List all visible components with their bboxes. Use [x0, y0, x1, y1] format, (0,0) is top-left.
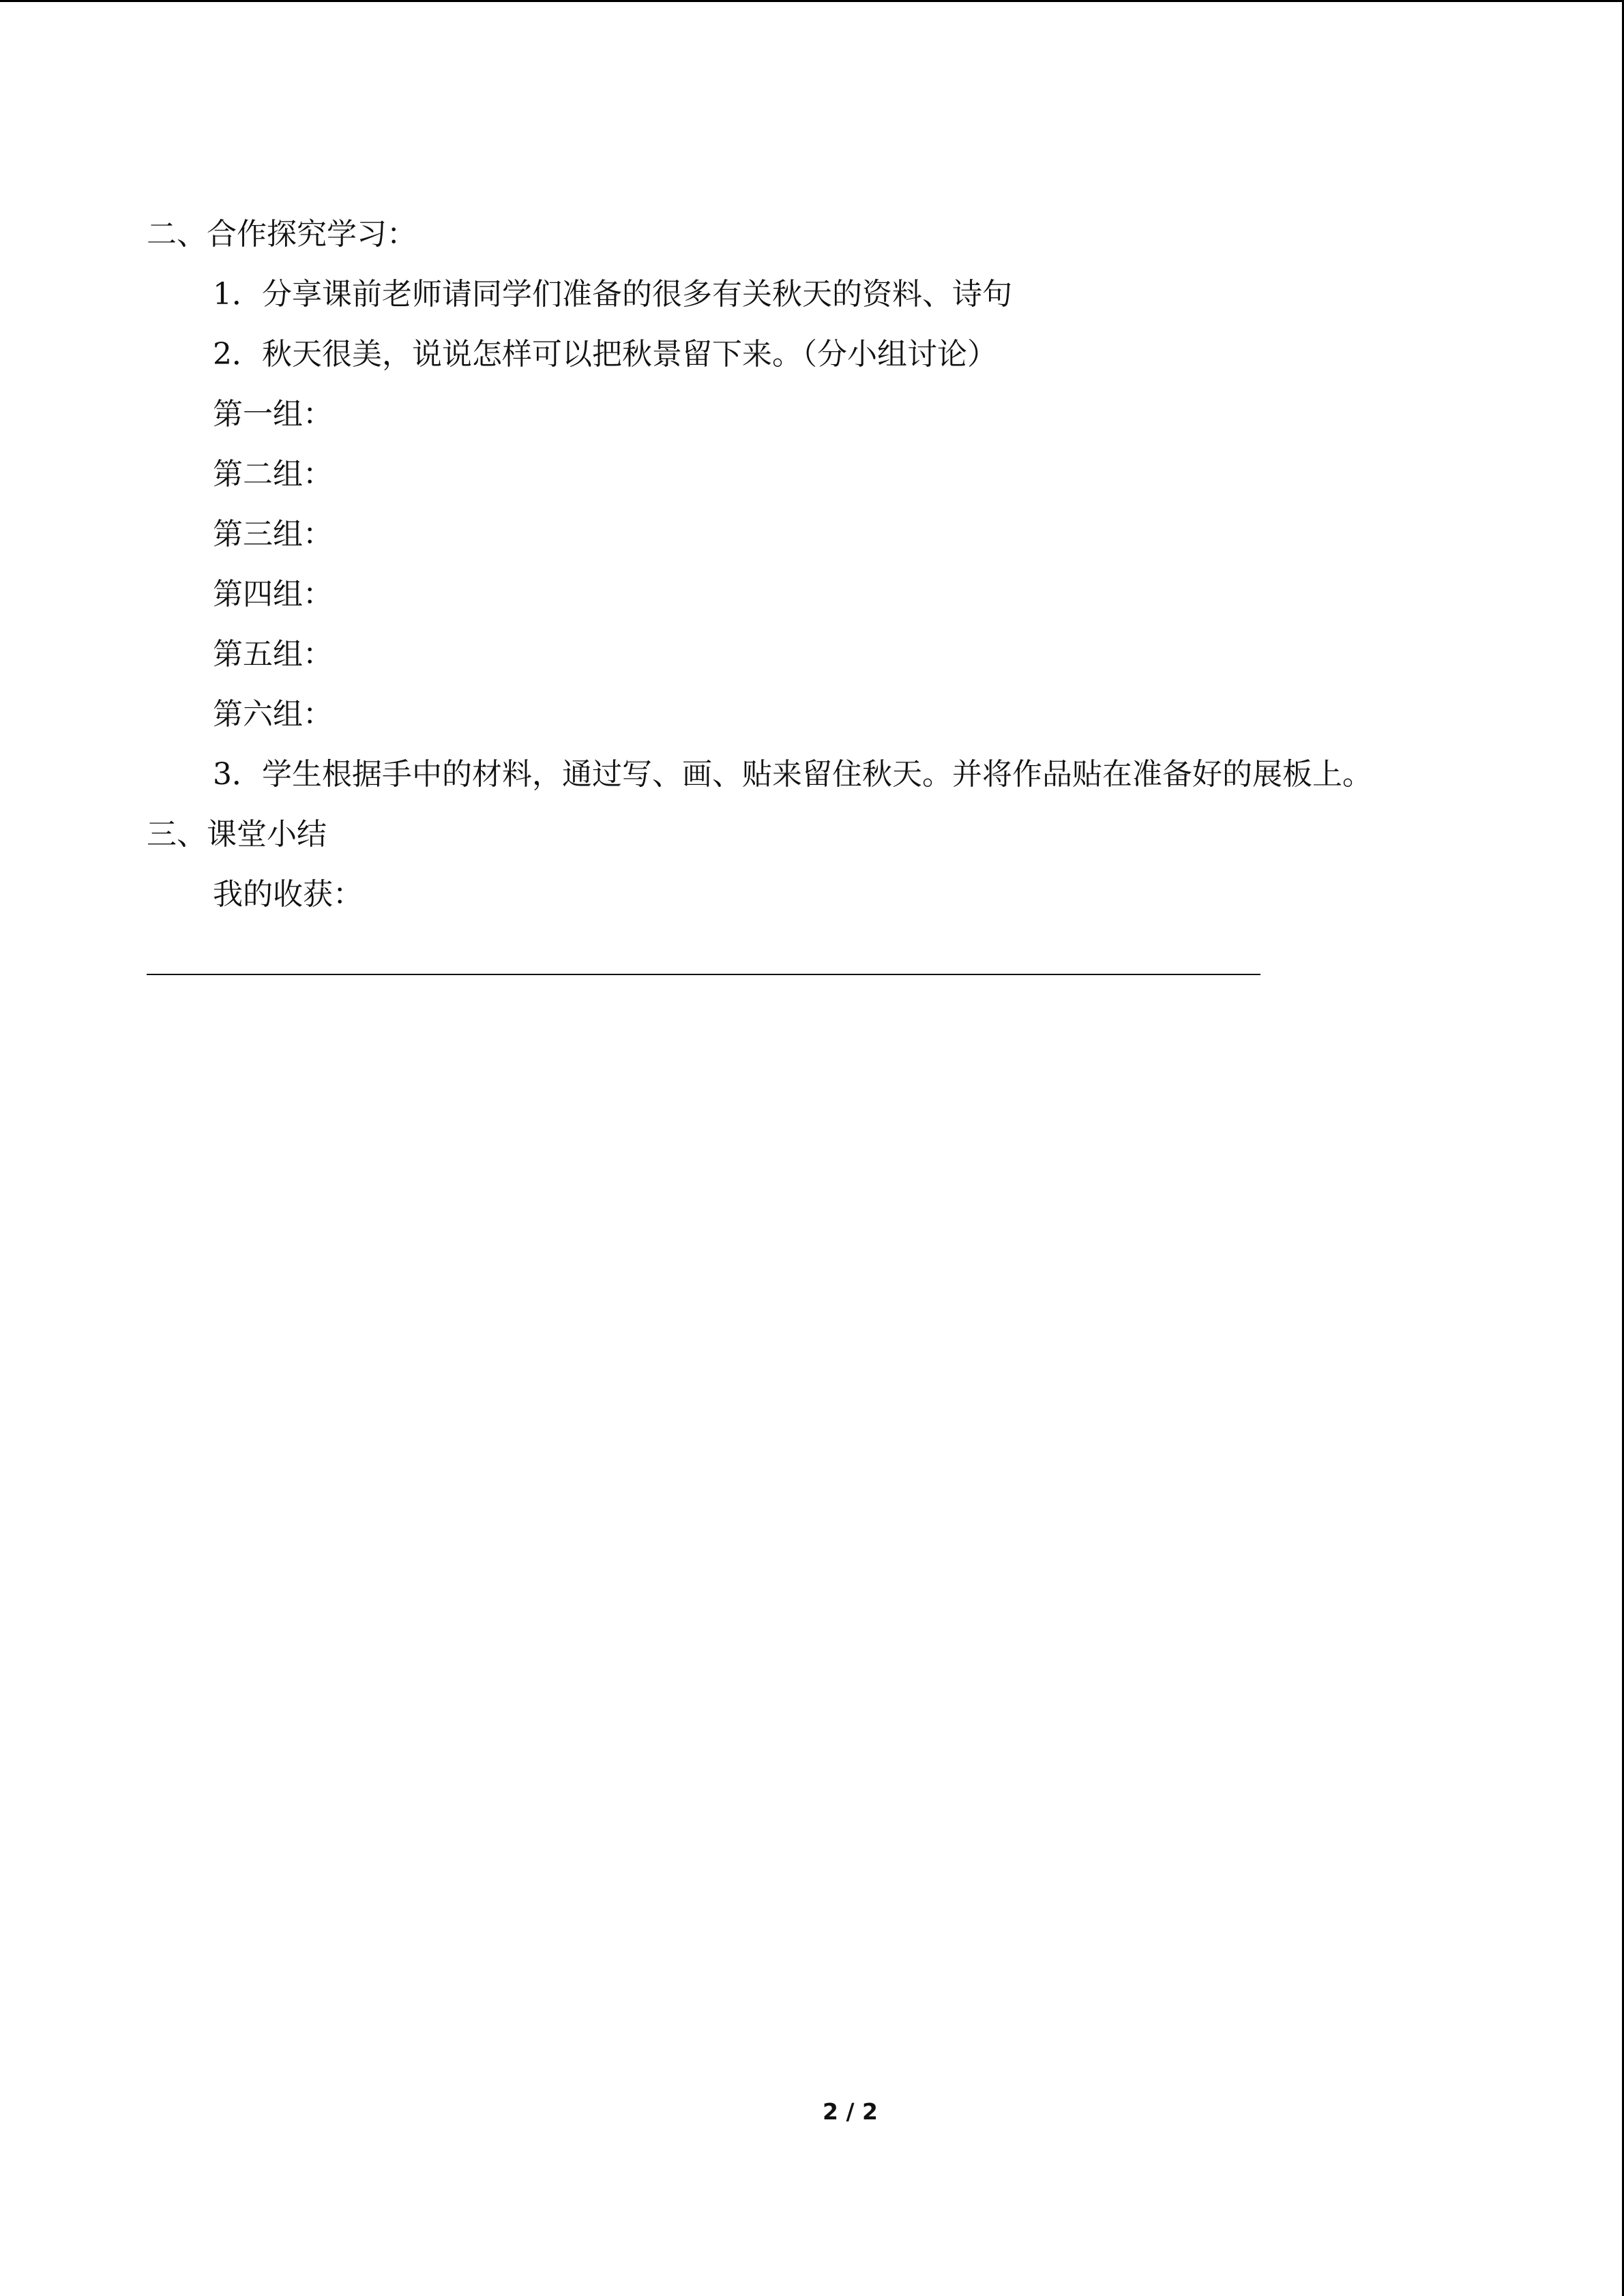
group-4-label: 第四组： [213, 577, 333, 612]
group-3-label: 第三组： [213, 517, 333, 552]
section-2-item-2: 2．秋天很美，说说怎样可以把秋景留下来。（分小组讨论） [213, 337, 997, 372]
section-2-item-3: 3．学生根据手中的材料，通过写、画、贴来留住秋天。并将作品贴在准备好的展板上。 [213, 757, 1372, 792]
document-body [147, 205, 1511, 925]
harvest-prompt: 我的收获： [213, 877, 363, 912]
group-6-label: 第六组： [213, 697, 333, 732]
group-2-label: 第二组： [213, 457, 333, 492]
page-border-top [0, 0, 1624, 2]
group-1-label: 第一组： [213, 397, 333, 432]
page-number: 2 / 2 [823, 2098, 878, 2125]
section-3-heading: 三、课堂小结 [147, 817, 327, 852]
answer-underline [147, 974, 1260, 975]
section-2-heading: 二、合作探究学习： [147, 217, 417, 252]
section-2-item-1: 1．分享课前老师请同学们准备的很多有关秋天的资料、诗句 [213, 277, 1012, 312]
group-5-label: 第五组： [213, 637, 333, 672]
